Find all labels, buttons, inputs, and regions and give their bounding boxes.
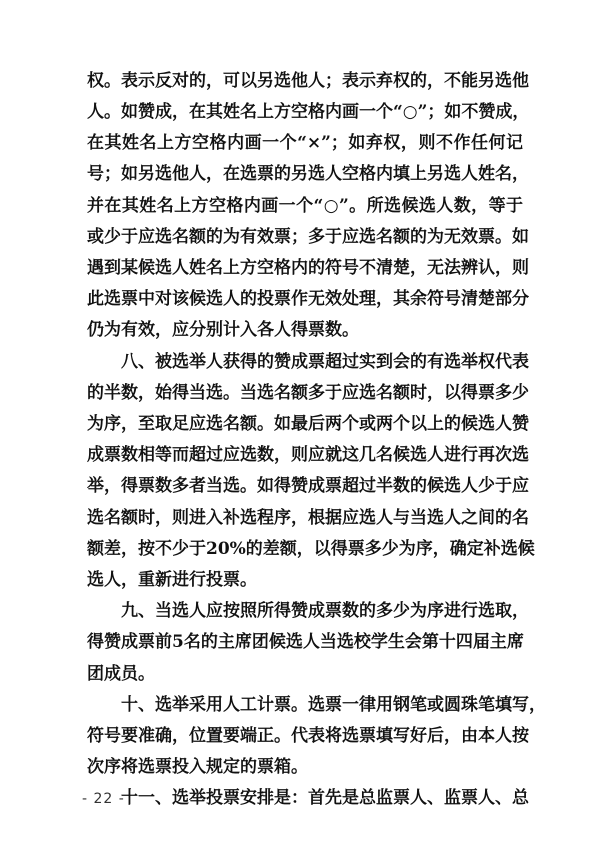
text-line: 符号要准确，位置要端正。代表将选票填写好后，由本人按 [87,726,529,746]
text-line: 选名额时，则进入补选程序，根据应选人与当选人之间的名 [87,508,529,528]
text-line: 并在其姓名上方空格内画一个“○”。所选候选人数，等于 [87,196,523,216]
text-line: 得赞成票前5名的主席团候选人当选校学生会第十四届主席 [87,632,524,652]
text-line: 号；如另选他人，在选票的另选人空格内填上另选人姓名， [87,164,529,184]
text-line: 为序，至取足应选名额。如最后两个或两个以上的候选人赞 [87,414,529,434]
text-line: 在其姓名上方空格内画一个“×”；如弃权，则不作任何记 [87,133,523,153]
page-number: - 22 - [82,791,125,807]
text-line: 举，得票数多者当选。如得赞成票超过半数的候选人少于应 [87,476,529,496]
text-line: 此选票中对该候选人的投票作无效处理，其余符号清楚部分 [87,289,529,309]
paragraph-start-line: 十、选举采用人工计票。选票一律用钢笔或圆珠笔填写， [121,695,546,715]
text-line: 仍为有效，应分别计入各人得票数。 [87,320,359,340]
text-line: 次序将选票投入规定的票箱。 [87,757,308,777]
text-line: 选人，重新进行投票。 [87,570,257,590]
paragraph-start-line: 十一、选举投票安排是：首先是总监票人、监票人、总 [121,788,529,808]
text-line: 团成员。 [87,664,155,684]
paragraph-start-line: 九、当选人应按照所得赞成票数的多少为序进行选取， [121,601,529,621]
text-line: 人。如赞成，在其姓名上方空格内画一个“○”；如不赞成， [87,102,530,122]
paragraph-start-line: 八、被选举人获得的赞成票超过实到会的有选举权代表 [121,352,529,372]
text-line: 或少于应选名额的为有效票；多于应选名额的为无效票。如 [87,227,529,247]
text-line: 成票数相等而超过应选数，则应就这几名候选人进行再次选 [87,445,529,465]
text-line: 权。表示反对的，可以另选他人；表示弃权的，不能另选他 [87,71,529,91]
text-line: 额差，按不少于20%的差额，以得票多少为序，确定补选候 [87,539,535,559]
text-line: 遇到某候选人姓名上方空格内的符号不清楚，无法辨认，则 [87,258,529,278]
text-line: 的半数，始得当选。当选名额多于应选名额时，以得票多少 [87,383,529,403]
